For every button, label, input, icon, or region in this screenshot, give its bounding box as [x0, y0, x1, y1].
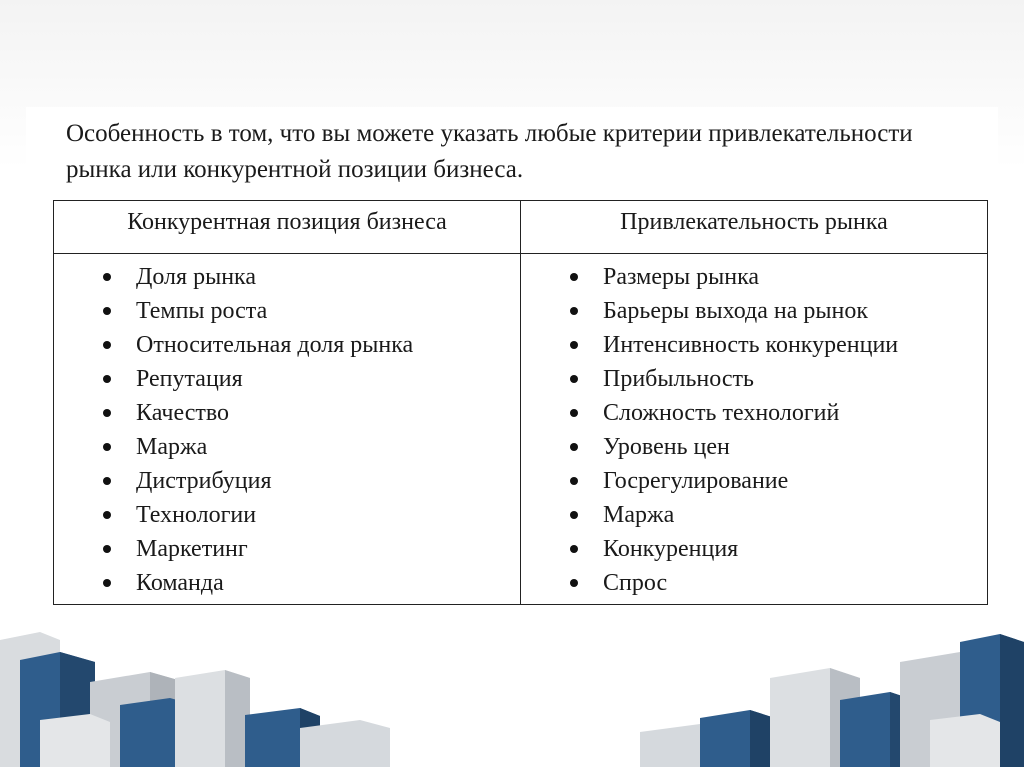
list-item: Спрос — [521, 566, 987, 600]
table-body-row — [54, 254, 988, 605]
list-item: Прибыльность — [521, 362, 987, 396]
list-item: Качество — [54, 396, 520, 430]
competitive-position-list — [54, 254, 520, 604]
list-item: Барьеры выхода на рынок — [521, 294, 987, 328]
list-item: Репутация — [54, 362, 520, 396]
intro-text: Особенность в том, что вы можете указать любые критерии привлекательности рынка или конкурентной позиции бизнеса. — [66, 120, 913, 183]
list-item: Уровень цен — [521, 430, 987, 464]
list-item: Конкуренция — [521, 532, 987, 566]
market-attractiveness-list — [521, 254, 987, 604]
list-item: Технологии — [54, 498, 520, 532]
list-item: Интенсивность конкуренции — [521, 328, 987, 362]
city-skyline-decoration — [0, 620, 1024, 767]
list-item: Госрегулирование — [521, 464, 987, 498]
list-item: Команда — [54, 566, 520, 600]
slide-content — [26, 107, 998, 607]
list-item: Относительная доля рынка — [54, 328, 520, 362]
list-item: Маржа — [521, 498, 987, 532]
list-item: Сложность технологий — [521, 396, 987, 430]
left-column-header: Конкурентная позиция бизнеса — [54, 201, 521, 254]
list-item: Темпы роста — [54, 294, 520, 328]
list-item: Маркетинг — [54, 532, 520, 566]
right-column-cell — [521, 254, 988, 605]
right-column-header: Привлекательность рынка — [521, 201, 988, 254]
left-column-cell — [54, 254, 521, 605]
left-building-cluster — [0, 632, 390, 767]
list-item: Дистрибуция — [54, 464, 520, 498]
list-item: Размеры рынка — [521, 260, 987, 294]
right-building-cluster — [640, 634, 1024, 767]
list-item: Доля рынка — [54, 260, 520, 294]
table-header-row — [54, 201, 988, 254]
list-item: Маржа — [54, 430, 520, 464]
criteria-table — [53, 200, 988, 605]
